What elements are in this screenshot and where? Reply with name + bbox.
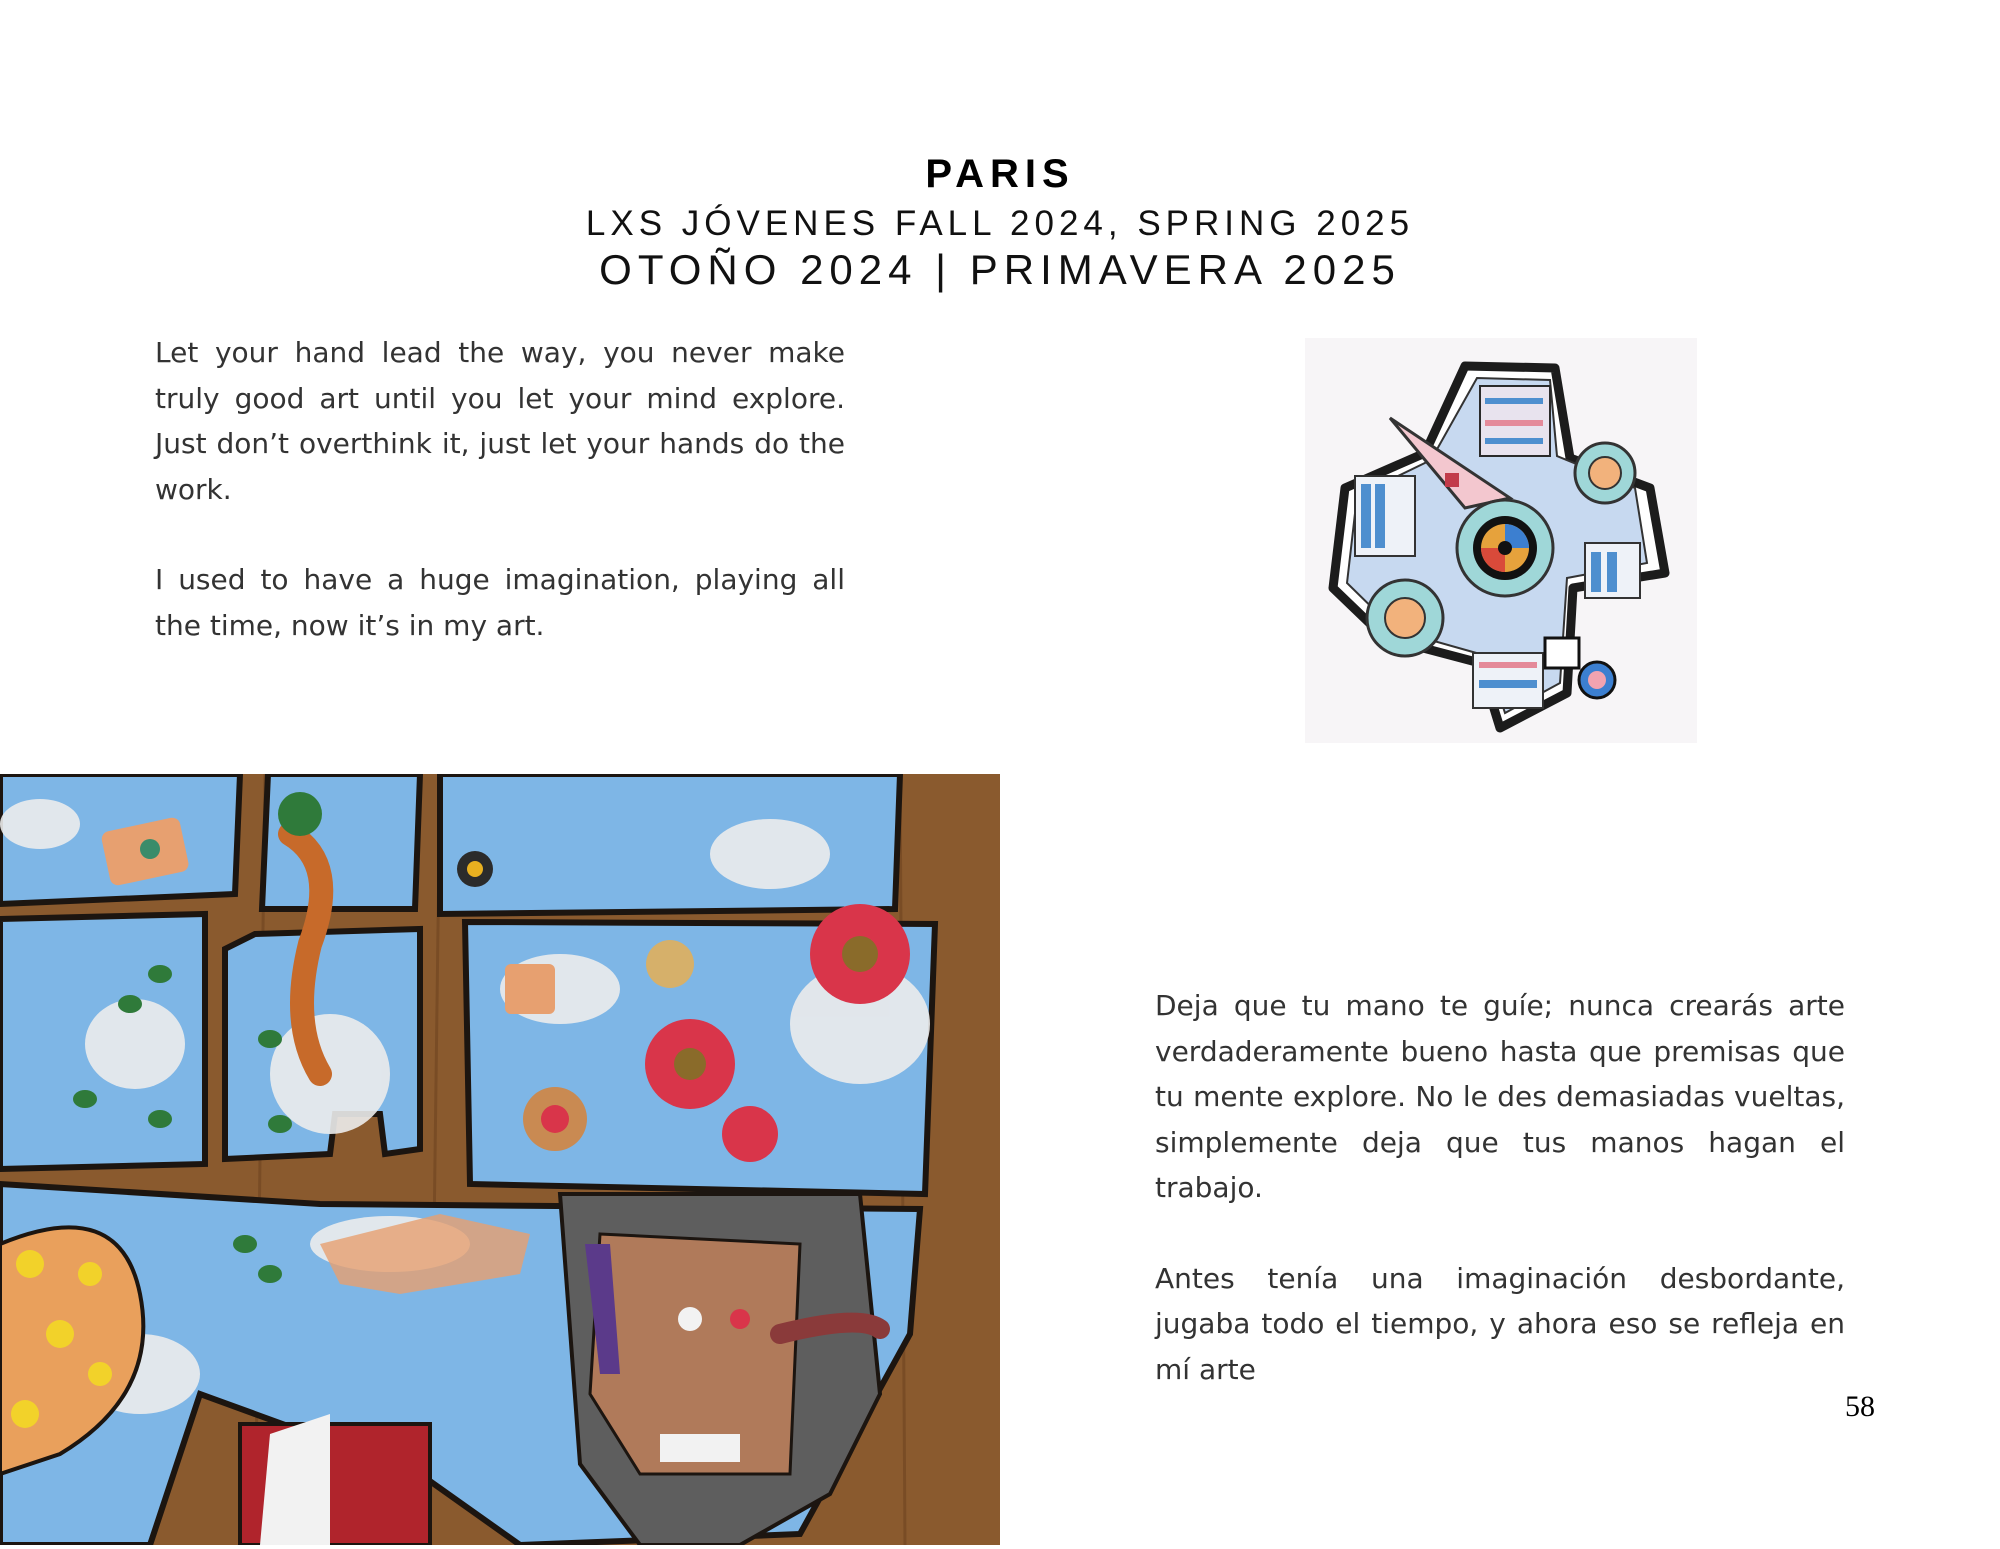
aztec-drawing-image (1305, 338, 1697, 743)
season-subtitle: OTOÑO 2024 | PRIMAVERA 2025 (599, 246, 1401, 293)
program-subtitle: LXS JÓVENES FALL 2024, SPRING 2025 (585, 204, 1415, 243)
english-paragraph-2: I used to have a huge imagination, playing all the time, now it’s in my art. (155, 563, 845, 642)
page-header (0, 150, 2000, 294)
english-paragraph-1: Let your hand lead the way, you never make truly good art until you let your mind explore. Just don’t overthink it, just let your hands do the work. (155, 336, 845, 506)
page-number: 58 (1845, 1390, 1875, 1423)
clay-art-photo (0, 774, 1000, 1545)
english-text (155, 330, 845, 693)
page-title: PARIS (925, 152, 1075, 196)
spanish-text (1155, 983, 1845, 1437)
spanish-paragraph-1: Deja que tu mano te guíe; nunca crearás arte verdaderamente bueno hasta que premisas que tu mente explore. No le des demasiadas vueltas, simplemente deja que tus manos hagan el trabajo. (1155, 989, 1845, 1204)
spanish-paragraph-2: Antes tenía una imaginación desbordante, jugaba todo el tiempo, y ahora eso se refleja en mí arte (1155, 1261, 1845, 1386)
